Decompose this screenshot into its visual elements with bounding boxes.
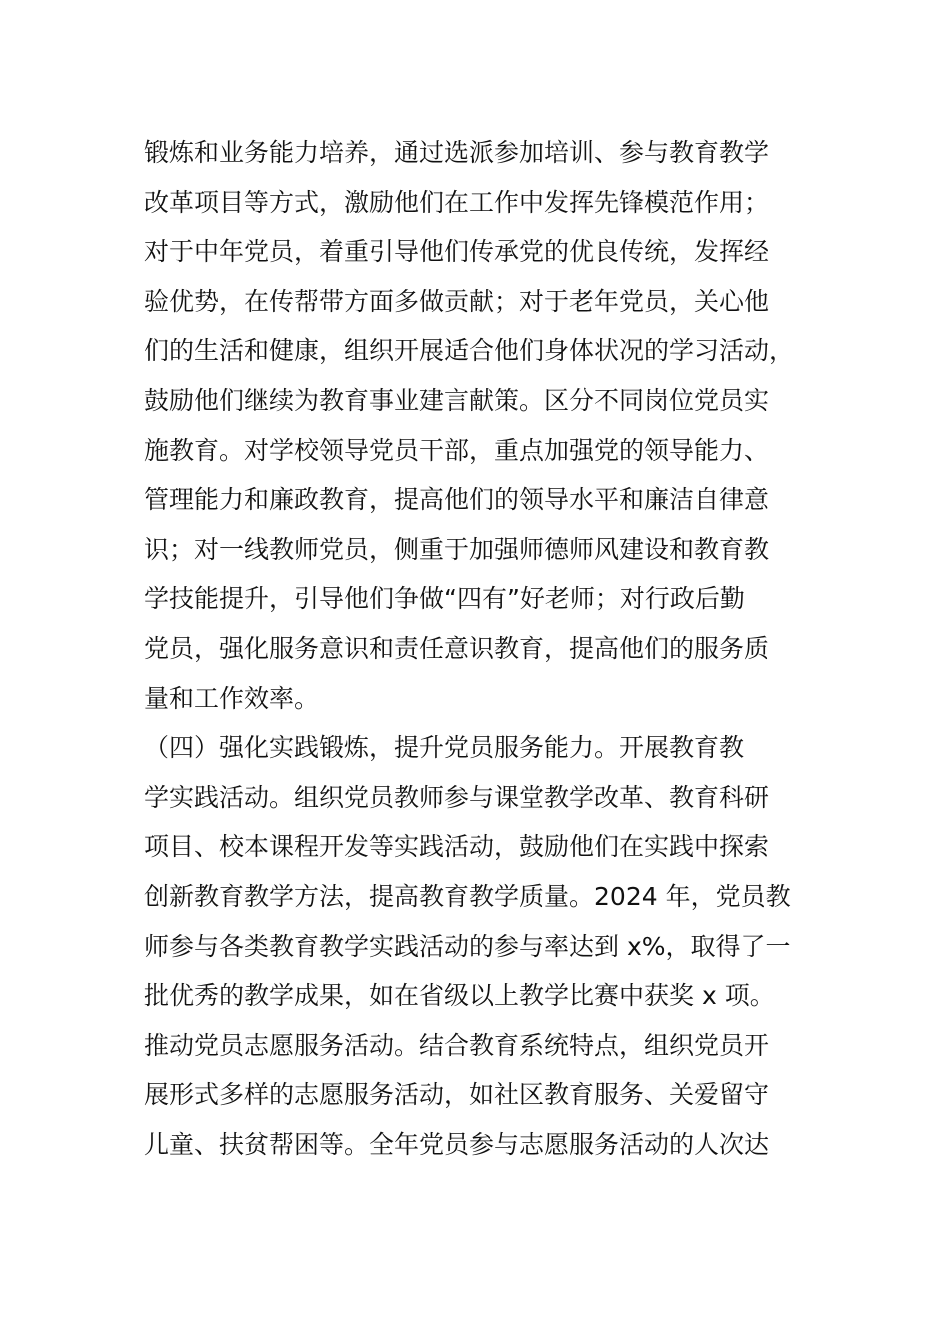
text-line: 师参与各类教育教学实践活动的参与率达到 x%，取得了一 xyxy=(144,931,791,961)
text-line: 鼓励他们继续为教育事业建言献策。区分不同岗位党员实 xyxy=(144,385,770,415)
text-line: 学技能提升，引导他们争做“四有”好老师；对行政后勤 xyxy=(144,584,745,614)
text-line: 展形式多样的志愿服务活动，如社区教育服务、关爱留守 xyxy=(144,1080,770,1110)
text-line: 管理能力和廉政教育，提高他们的领导水平和廉洁自律意 xyxy=(144,485,770,515)
text-line: 儿童、扶贫帮困等。全年党员参与志愿服务活动的人次达 xyxy=(144,1129,770,1159)
text-line: 学实践活动。组织党员教师参与课堂教学改革、教育科研 xyxy=(144,782,770,812)
text-line: 对于中年党员，着重引导他们传承党的优良传统，发挥经 xyxy=(144,237,770,267)
text-line: 识；对一线教师党员，侧重于加强师德师风建设和教育教 xyxy=(144,534,770,564)
text-line: 项目、校本课程开发等实践活动，鼓励他们在实践中探索 xyxy=(144,832,770,862)
text-line: 推动党员志愿服务活动。结合教育系统特点，组织党员开 xyxy=(144,1030,770,1060)
text-line: 量和工作效率。 xyxy=(144,683,320,713)
text-line: 验优势，在传帮带方面多做贡献；对于老年党员，关心他 xyxy=(144,286,770,316)
text-line: 党员，强化服务意识和责任意识教育，提高他们的服务质 xyxy=(144,633,770,663)
text-line: 施教育。对学校领导党员干部，重点加强党的领导能力、 xyxy=(144,435,770,465)
text-line: 创新教育教学方法，提高教育教学质量。2024 年，党员教 xyxy=(144,881,791,911)
text-line: 们的生活和健康，组织开展适合他们身体状况的学习活动， xyxy=(144,336,795,366)
section-heading-line: （四）强化实践锻炼，提升党员服务能力。开展教育教 xyxy=(144,733,745,763)
text-line: 锻炼和业务能力培养，通过选派参加培训、参与教育教学 xyxy=(144,138,770,167)
body-text xyxy=(144,128,814,1169)
text-line: 批优秀的教学成果，如在省级以上教学比赛中获奖 x 项。 xyxy=(144,981,775,1011)
text-line: 改革项目等方式，激励他们在工作中发挥先锋模范作用； xyxy=(144,187,770,217)
